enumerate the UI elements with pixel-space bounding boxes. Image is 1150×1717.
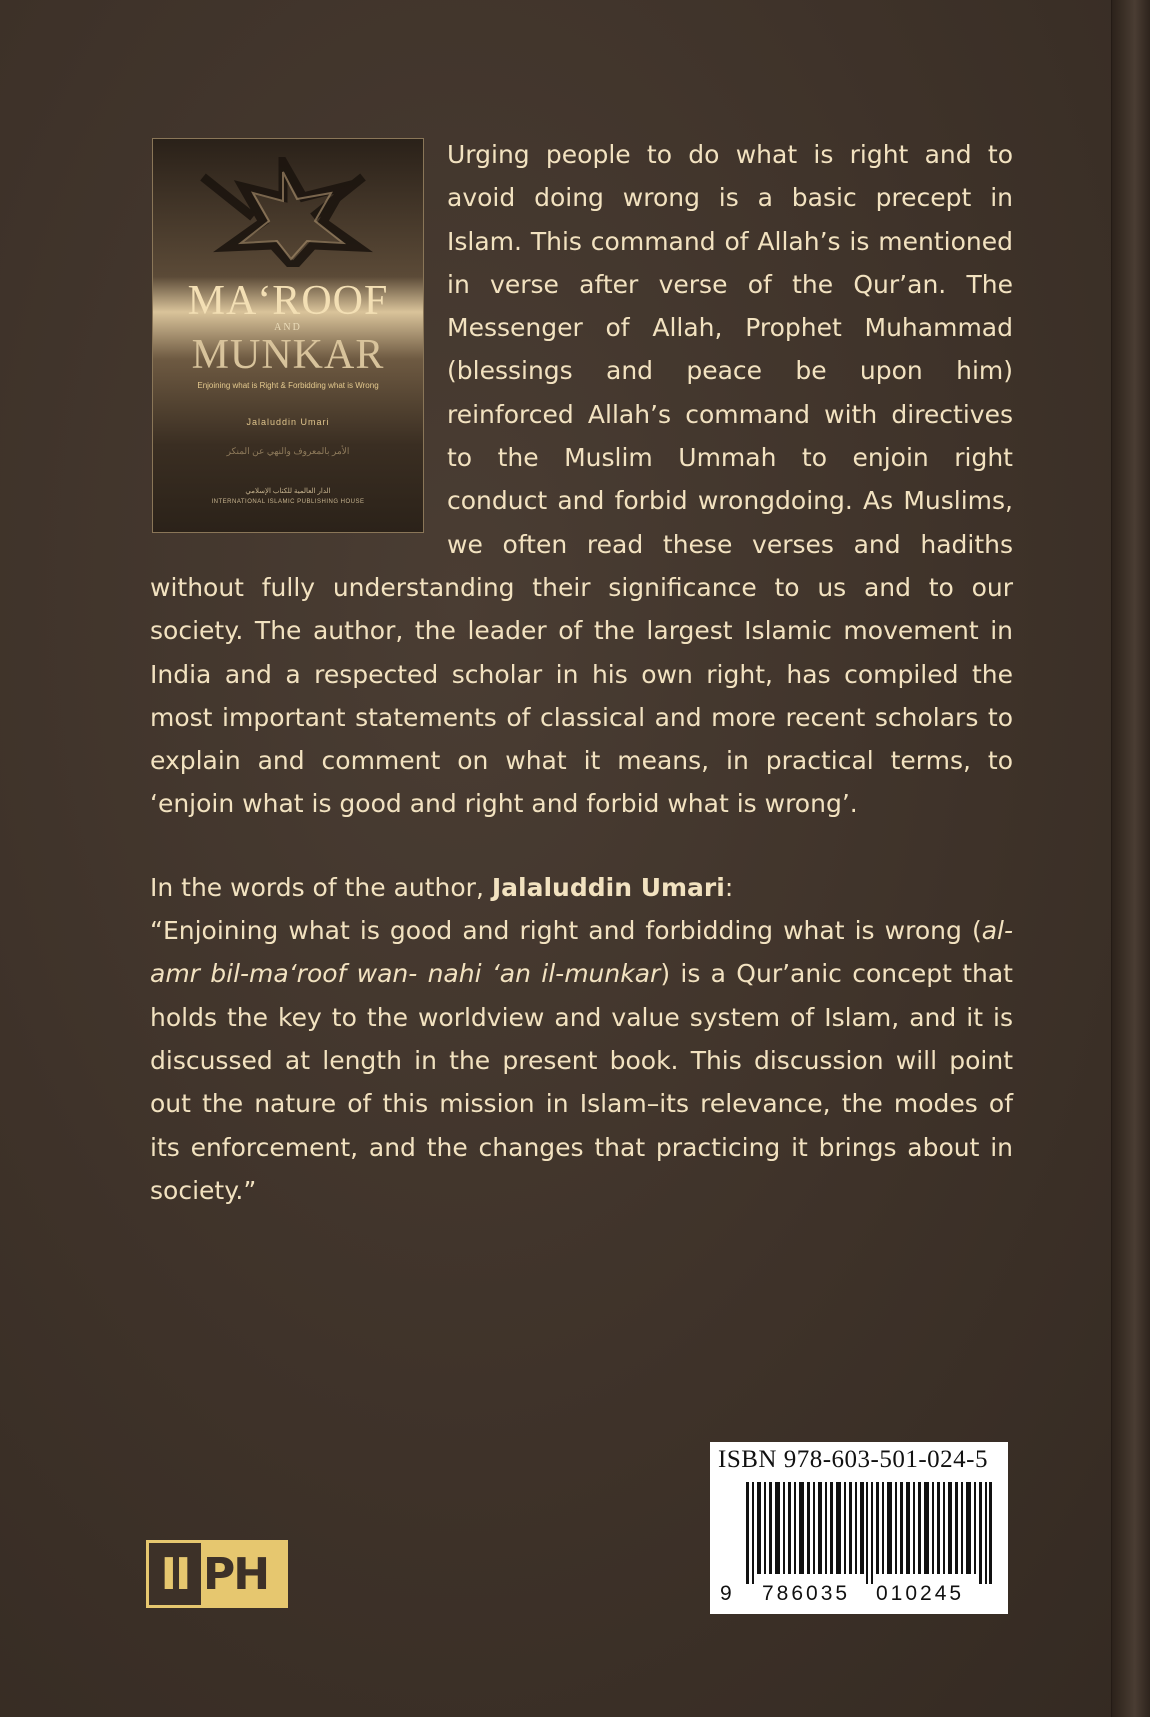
isbn-barcode-box xyxy=(710,1442,1008,1614)
thumbnail-publisher: INTERNATIONAL ISLAMIC PUBLISHING HOUSE xyxy=(211,499,365,505)
thumbnail-arabic-publisher: الدار العالمية للكتاب الإسلامي xyxy=(245,488,331,495)
thumbnail-title-and: AND xyxy=(274,322,302,333)
blurb-paragraph-1: Urging people to do what is right and to avoid doing wrong is a basic precept in Islam. This command of Allah’s is mentioned in verse after verse of the Qur’an. The Messenger of Allah, Prophet Muhammad (blessings and peace be upon him) reinforced Allah’s command with directives to the Muslim Ummah to enjoin right conduct and forbid wrongdoing. As Muslims, we often read these verses and hadiths without fully understanding their significance to us and to our society. The author, the leader of the largest Islamic movement in India and a respected scholar in his own right, has compiled the most important statements of classical and more recent scholars to explain and comment on what it means, in practical terms, to ‘enjoin what is good and right and forbid what is wrong’. xyxy=(150,140,1013,819)
thumbnail-arabic-title: الأمر بالمعروف والنهي عن المنكر xyxy=(226,446,350,456)
barcode-icon xyxy=(746,1482,992,1584)
quote-italic-term: al-amr bil-ma‘roof wan- nahi ‘an il-munkar xyxy=(150,916,1013,989)
barcode-digit-first: 9 xyxy=(720,1582,735,1605)
thumbnail-title-line2: MUNKAR xyxy=(191,332,385,378)
thumbnail-author: Jalaluddin Umari xyxy=(246,417,330,427)
quote-intro: In the words of the author, xyxy=(150,872,492,902)
isbn-label: ISBN 978-603-501-024-5 xyxy=(718,1446,989,1473)
quote-colon: : xyxy=(724,872,734,902)
thumbnail-subtitle: Enjoining what is Right & Forbidding what is Wrong xyxy=(197,381,379,390)
thumbnail-title-line1: MA‘ROOF xyxy=(187,278,389,324)
barcode-digits-group1: 786035 xyxy=(762,1582,851,1605)
logo-right-letters: PH xyxy=(201,1543,285,1605)
barcode-digits-group2: 010245 xyxy=(876,1582,965,1605)
blurb-text xyxy=(150,133,1013,1212)
thumbnail-spacer xyxy=(150,133,447,551)
iiph-logo xyxy=(146,1540,288,1608)
spine-edge xyxy=(1111,0,1150,1717)
quote-block xyxy=(150,866,1013,1212)
quote-rest: ) is a Qur’anic concept that holds the key to the worldview and value system of Islam, and it is discussed at length in the present book. This discussion will point out the nature of this mission in Islam–its relevance, the modes of its enforcement, and the changes that practicing it brings about in society.” xyxy=(150,959,1013,1205)
quote-author: Jalaluddin Umari xyxy=(491,872,725,902)
logo-left-letters: II xyxy=(149,1543,201,1605)
quote-start: “Enjoining what is good and right and forbidding what is wrong ( xyxy=(150,916,982,946)
